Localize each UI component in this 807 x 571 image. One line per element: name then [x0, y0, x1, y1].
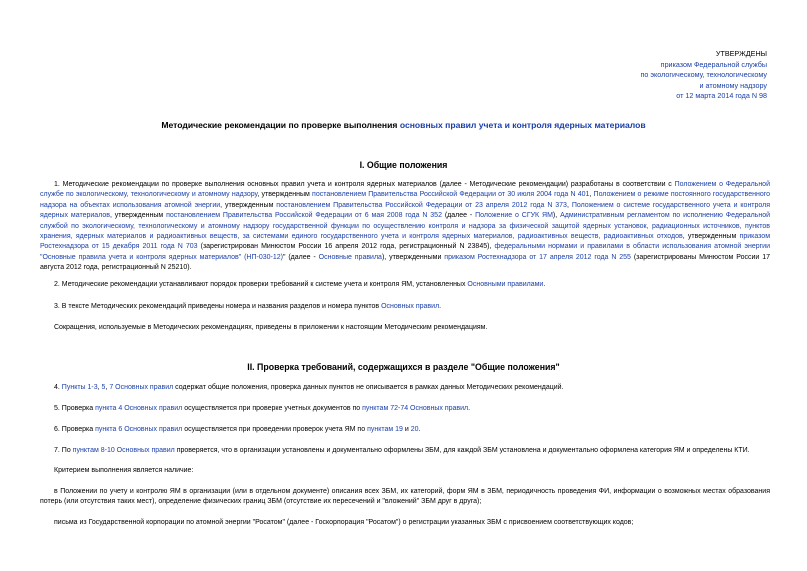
approval-order-date-link[interactable]: от 12 марта 2014 года N 98 [676, 91, 767, 100]
link-order-703[interactable]: приказом Ростехнадзора от 15 декабря 2011 года N 703 [40, 233, 771, 251]
approval-order-link-2[interactable]: по экологическому, технологическому [640, 70, 767, 79]
link-point-4[interactable]: пункта 4 Основных правил [95, 405, 183, 412]
link-regulation-supervision[interactable]: Положением о режиме постоянного государственного надзора на объектах использования атомной энергии [40, 191, 771, 209]
title-rules-link[interactable]: основных правил учета и контроля ядерных материалов [399, 120, 646, 130]
paragraph-abbreviations: Сокращения, используемые в Методических рекомендациях, приведены в приложении к настоящим Методическим рекомендациям. [54, 324, 488, 331]
link-point-5[interactable]: 5 [101, 384, 106, 391]
link-decree-401[interactable]: постановлением Правительства Российской Федерации от 30 июля 2004 года N 401 [312, 191, 590, 199]
link-sguk-short[interactable]: Положение о СГУК ЯМ [475, 212, 553, 220]
link-federal-norms[interactable]: федеральными нормами и правилами в области использования атомной энергии "Основные правила учета и контроля ядерных материалов" (НП-030-12) [40, 243, 770, 261]
link-regulation-sguk[interactable]: Положением о системе государственного учета и контроля ядерных материалов [40, 201, 771, 220]
section-2-heading: II. Проверка требований, содержащихся в разделе "Общие положения" [247, 362, 560, 372]
link-basic-rules-2[interactable]: Основными правилами [467, 281, 544, 288]
link-basic-rules-3[interactable]: Основных правил [381, 303, 440, 310]
paragraph-5: 5. Проверка пункта 4 Основных правил осуществляется при проверке учетных документов по пунктам 72-74 Основных правил. [54, 405, 471, 412]
link-decree-352[interactable]: постановлением Правительства Российской Федерации от 6 мая 2008 года N 352 [166, 212, 442, 220]
paragraph-criteria: Критерием выполнения является наличие: [54, 467, 194, 474]
paragraph-7: 7. По пунктам 8-10 Основных правил проверяется, что в организации установлены и документально оформлены ЗБМ, для каждой ЗБМ установлена и документально оформлена категория ЯМ и определены КТИ. [54, 447, 750, 454]
link-basic-rules[interactable]: Основные правила [318, 253, 382, 261]
paragraph-4: 4. Пункты 1-3, 5, 7 Основных правил содержат общие положения, проверка данных пунктов не описывается в рамках данных Методических рекомендаций. [54, 384, 564, 391]
link-decree-373[interactable]: постановлением Правительства Российской Федерации от 23 апреля 2012 года N 373 [276, 201, 567, 209]
link-admin-regulation[interactable]: Административным регламентом по исполнению Федеральной службой по экологическому, технологическому и атомному надзору государственной функции по осуществлению контроля и надзора за физической защитой ядерных установок, радиационных источников, пунктов хранения, ядерных материалов и радиоактивных веществ, за системами единого государственного учета и контроля ядерных материалов, радиоактивных веществ, радиоактивных отходов [40, 212, 770, 241]
link-order-255[interactable]: приказом Ростехнадзора от 17 апреля 2012 года N 255 [444, 253, 631, 261]
document-title: Методические рекомендации по проверке выполнения основных правил учета и контроля ядерных материалов [161, 120, 646, 130]
link-points-72-74[interactable]: пунктам 72-74 Основных правил [362, 405, 469, 412]
link-points-1-3[interactable]: Пункты 1-3 [61, 384, 98, 391]
paragraph-2: 2. Методические рекомендации устанавливают порядок проверки требований к системе учета и контроля ЯМ, установленных Основными правилами. [54, 281, 546, 288]
approval-block [640, 49, 767, 102]
paragraph-criteria-b: письма из Государственной корпорации по атомной энергии "Росатом" (далее - Госкорпорация "Росатом") о регистрации указанных ЗБМ с присвоением соответствующих кодов; [54, 519, 634, 526]
link-point-19[interactable]: пунктам 19 [367, 426, 403, 433]
paragraph-3: 3. В тексте Методических рекомендаций приведены номера и названия разделов и номера пунктов Основных правил. [54, 303, 442, 310]
paragraph-criteria-a: в Положении по учету и контролю ЯМ в организации (или в отдельном документе) описания всех ЗБМ, их категорий, форм ЯМ в ЗБМ, периодичность проведения ФИ, информации о возможных местах образования потерь (или отсутствия таких мест), определение физических границ ЗБМ (отсутствие их пересечений и "вложений" ЗБМ друг в друга); [40, 488, 770, 506]
paragraph-1: 1. Методические рекомендации по проверке выполнения основных правил учета и контроля ядерных материалов (далее - Методические рекомендации) разработаны в соответствии с Положением о Федеральной службе по экологическому, технологическому и атомному надзору, утвержденным постановлением Правительства Российской Федерации от 30 июля 2004 года N 401, Положением о режиме постоянного государственного надзора на объектах использования атомной энергии, утвержденным постановлением Правительства Российской Федерации от 23 апреля 2012 года N 373, Положением о системе государственного учета и контроля ядерных материалов, утвержденным постановлением Правительства Российской Федерации от 6 мая 2008 года N 352 (далее - Положение о СГУК ЯМ), Административным регламентом по исполнению Федеральной службой по экологическому, технологическому и атомному надзору государственной функции по осуществлению контроля и надзора за физической защитой ядерных установок, радиационных источников, пунктов хранения, ядерных материалов и радиоактивных веществ, за системами единого государственного учета и контроля ядерных материалов, радиоактивных веществ, радиоактивных отходов, утвержденным приказом Ростехнадзора от 15 декабря 2011 года N 703 (зарегистрирован Минюстом России 16 апреля 2012 года, регистрационный N 23845), федеральными нормами и правилами в области использования атомной энергии "Основные правила учета и контроля ядерных материалов" (НП-030-12)" (далее - Основные правила), утвержденными приказом Ростехнадзора от 17 апреля 2012 года N 255 (зарегистрированы Минюстом России 17 августа 2012 года, регистрационный N 25210). [40, 181, 771, 272]
approval-order-link-3[interactable]: и атомному надзору [699, 80, 767, 90]
link-point-6[interactable]: пункта 6 Основных правил [95, 426, 183, 433]
link-regulation-rostekhnadzor[interactable]: Положением о Федеральной службе по экологическому, технологическому и атомному надзору [40, 181, 770, 199]
paragraph-6: 6. Проверка пункта 6 Основных правил осуществляется при проведении проверок учета ЯМ по пунктам 19 и 20. [54, 426, 421, 433]
link-points-8-10[interactable]: пунктам 8-10 Основных правил [72, 447, 175, 454]
approval-heading: УТВЕРЖДЕНЫ [715, 49, 767, 58]
approval-order-link[interactable]: приказом Федеральной службы [660, 59, 767, 69]
link-point-20[interactable]: 20 [410, 426, 419, 433]
section-1-heading: I. Общие положения [359, 160, 448, 170]
link-point-7[interactable]: 7 Основных правил [109, 384, 174, 391]
